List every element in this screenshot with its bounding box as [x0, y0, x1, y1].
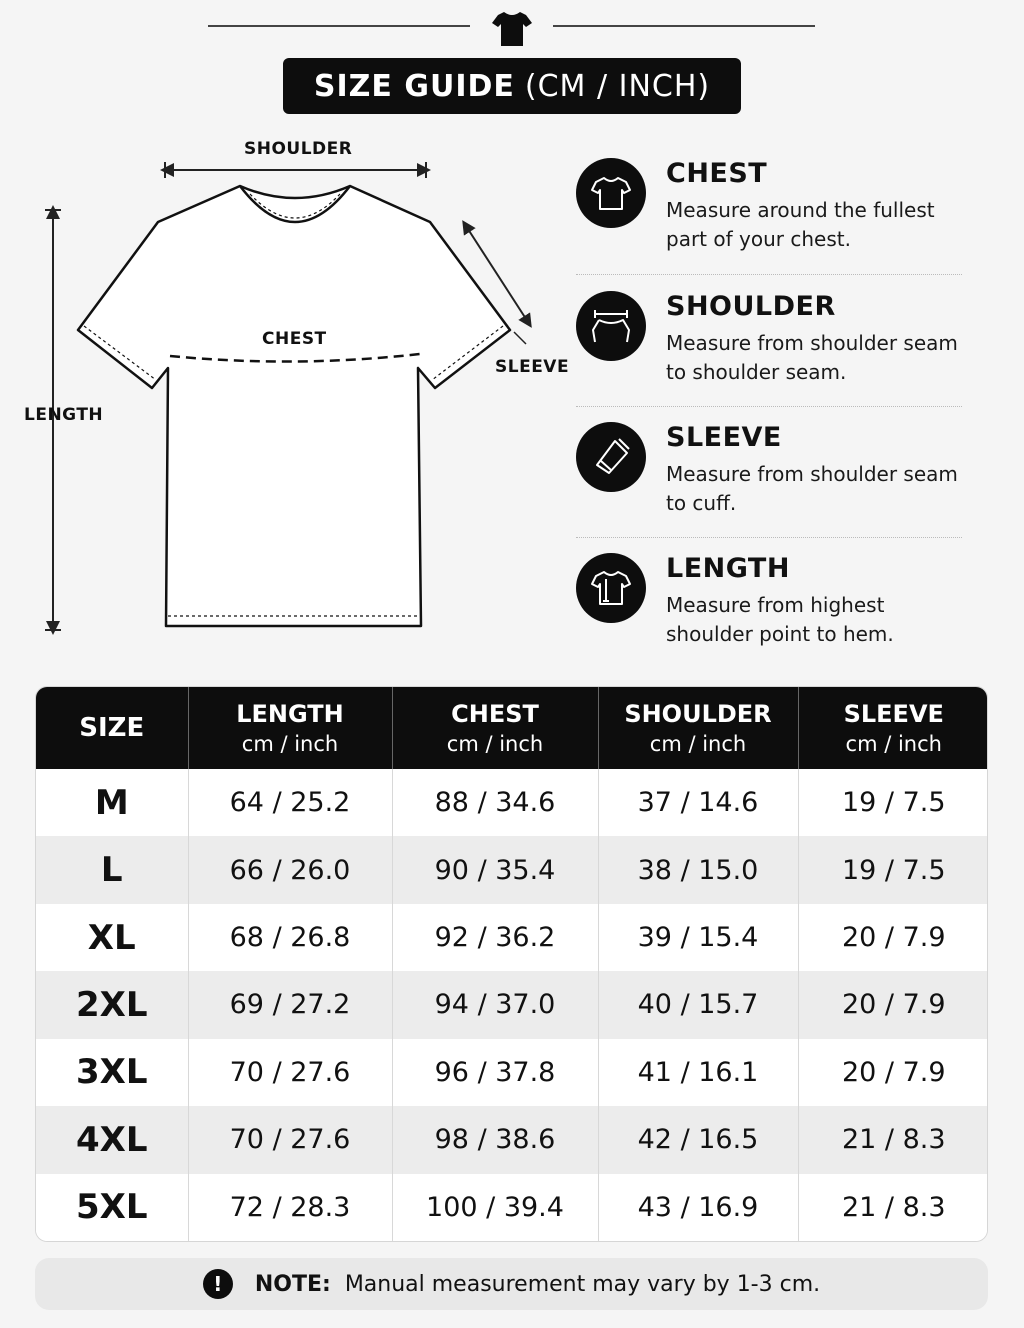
tshirt-diagram: [0, 130, 570, 660]
guide-title: LENGTH: [666, 553, 790, 584]
guide-divider: [576, 406, 962, 407]
column-header-size: [36, 687, 188, 769]
tshirt-icon: [490, 8, 534, 48]
title-units: (CM / INCH): [524, 68, 711, 104]
shoulder-cell: 37 / 14.6: [598, 769, 798, 836]
column-title: CHEST: [451, 700, 539, 728]
size-cell: 2XL: [36, 971, 188, 1038]
length-cell: 68 / 26.8: [188, 904, 392, 971]
size-cell: XL: [36, 904, 188, 971]
guide-title: SHOULDER: [666, 291, 836, 322]
sleeve-cell: 20 / 7.9: [798, 904, 988, 971]
column-unit: cm / inch: [845, 732, 942, 756]
column-header-shoulder: [598, 687, 798, 769]
size-cell: 3XL: [36, 1039, 188, 1106]
header-rule-right: [553, 25, 815, 27]
shoulder-measure-icon: [576, 291, 646, 361]
column-title: SLEEVE: [843, 700, 944, 728]
sleeve-cell: 21 / 8.3: [798, 1174, 988, 1241]
table-row: [36, 1039, 988, 1106]
table-row: [36, 971, 988, 1038]
shoulder-cell: 39 / 15.4: [598, 904, 798, 971]
column-unit: cm / inch: [649, 732, 747, 756]
guide-item-shoulder: [576, 291, 966, 411]
column-unit: cm / inch: [241, 732, 339, 756]
length-cell: 66 / 26.0: [188, 836, 392, 903]
table-header-row: [36, 687, 988, 769]
note-bar: [35, 1258, 988, 1310]
size-cell: 4XL: [36, 1106, 188, 1173]
guide-title: CHEST: [666, 158, 768, 189]
shoulder-cell: 42 / 16.5: [598, 1106, 798, 1173]
alert-icon: !: [203, 1269, 233, 1299]
column-header-chest: [392, 687, 598, 769]
guide-description: Measure from shoulder seam to shoulder seam.: [666, 331, 958, 384]
sleeve-cell: 20 / 7.9: [798, 1039, 988, 1106]
chest-cell: 94 / 37.0: [392, 971, 598, 1038]
guide-title: SLEEVE: [666, 422, 782, 453]
guide-item-chest: [576, 158, 966, 278]
chest-cell: 90 / 35.4: [392, 836, 598, 903]
sleeve-cell: 19 / 7.5: [798, 769, 988, 836]
chest-label: CHEST: [262, 329, 327, 349]
sleeve-icon: [576, 422, 646, 492]
size-cell: M: [36, 769, 188, 836]
table-row: [36, 904, 988, 971]
column-title: LENGTH: [236, 700, 344, 728]
length-cell: 64 / 25.2: [188, 769, 392, 836]
sleeve-cell: 19 / 7.5: [798, 836, 988, 903]
tshirt-outline: [78, 186, 510, 626]
length-cell: 72 / 28.3: [188, 1174, 392, 1241]
size-cell: L: [36, 836, 188, 903]
column-title: SIZE: [79, 713, 145, 743]
table-row: [36, 1106, 988, 1173]
guide-description: Measure from shoulder seam to cuff.: [666, 462, 958, 515]
column-header-sleeve: [798, 687, 988, 769]
length-tshirt-icon: [576, 553, 646, 623]
size-table: [35, 686, 988, 1242]
shoulder-label: SHOULDER: [244, 139, 353, 159]
size-cell: 5XL: [36, 1174, 188, 1241]
guide-description: Measure from highest shoulder point to hem.: [666, 593, 894, 646]
note-label: NOTE:: [254, 1271, 331, 1297]
note-text: Manual measurement may vary by 1-3 cm.: [344, 1271, 821, 1297]
guide-item-sleeve: [576, 422, 966, 542]
length-cell: 70 / 27.6: [188, 1039, 392, 1106]
guide-description: Measure around the fullest part of your chest.: [666, 198, 935, 251]
chest-cell: 88 / 34.6: [392, 769, 598, 836]
shoulder-cell: 43 / 16.9: [598, 1174, 798, 1241]
title-main: SIZE GUIDE: [313, 68, 515, 104]
shoulder-cell: 41 / 16.1: [598, 1039, 798, 1106]
chest-cell: 100 / 39.4: [392, 1174, 598, 1241]
length-cell: 70 / 27.6: [188, 1106, 392, 1173]
shoulder-cell: 38 / 15.0: [598, 836, 798, 903]
column-header-length: [188, 687, 392, 769]
chest-tshirt-icon: [576, 158, 646, 228]
header-rule-left: [208, 25, 470, 27]
guide-divider: [576, 537, 962, 538]
page-title: [283, 58, 741, 114]
table-row: [36, 836, 988, 903]
guide-item-length: [576, 553, 966, 673]
column-title: SHOULDER: [624, 700, 772, 728]
length-label: LENGTH: [24, 405, 104, 425]
chest-cell: 98 / 38.6: [392, 1106, 598, 1173]
chest-cell: 96 / 37.8: [392, 1039, 598, 1106]
table-row: [36, 1174, 988, 1241]
shoulder-cell: 40 / 15.7: [598, 971, 798, 1038]
length-cell: 69 / 27.2: [188, 971, 392, 1038]
sleeve-cell: 21 / 8.3: [798, 1106, 988, 1173]
sleeve-label: SLEEVE: [495, 357, 570, 377]
table-row: [36, 769, 988, 836]
column-unit: cm / inch: [446, 732, 544, 756]
sleeve-cell: 20 / 7.9: [798, 971, 988, 1038]
chest-cell: 92 / 36.2: [392, 904, 598, 971]
guide-divider: [576, 274, 962, 275]
